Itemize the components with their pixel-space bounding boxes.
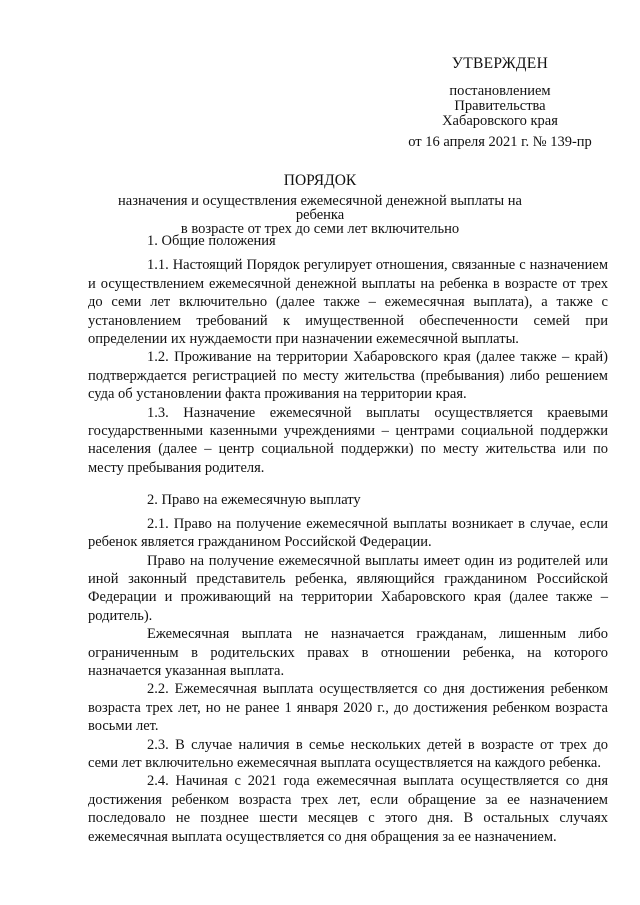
approval-line-2: Правительства <box>454 98 546 114</box>
paragraph-2-1: 2.1. Право на получение ежемесячной выплаты возникает в случае, если ребенок является гражданином Российской Федерации. <box>88 515 608 551</box>
paragraph-1-3: 1.3. Назначение ежемесячной выплаты осуществляется краевыми государственными казенными учреждениями – центрами социальной поддержки населения (далее – центр социальной поддержки) по месту жительства или по месту пребывания родителя. <box>88 404 608 476</box>
paragraph-2-1-exclusion: Ежемесячная выплата не назначается гражданам, лишенным либо ограниченным в родительских правах в отношении ребенка, на которого назначается указанная выплата. <box>88 626 608 679</box>
document-body <box>88 232 608 846</box>
approval-stamp <box>390 56 610 150</box>
section-heading-general: 1. Общие положения <box>147 233 276 249</box>
subtitle-line-1: назначения и осуществления ежемесячной денежной выплаты на ребенка <box>118 193 522 223</box>
document-title: ПОРЯДОК <box>283 172 357 189</box>
approval-title: УТВЕРЖДЕН <box>451 55 549 72</box>
paragraph-2-1-parents: Право на получение ежемесячной выплаты имеет один из родителей или иной законный представитель ребенка, являющийся гражданином Российской Федерации и проживающий на территории Хабаровского края (далее также – родитель). <box>88 552 608 624</box>
paragraph-2-2: 2.2. Ежемесячная выплата осуществляется со дня достижения ребенком возраста трех лет, но не ранее 1 января 2020 г., до достижения ребенком возраста восьми лет. <box>88 681 608 735</box>
approval-date: от 16 апреля 2021 г. № 139-пр <box>408 134 592 150</box>
paragraph-1-1: 1.1. Настоящий Порядок регулирует отношения, связанные с назначением и осуществлением ежемесячной денежной выплаты на ребенка в возрасте от трех до семи лет включительно (далее также – ежемесячная выплата), а также с установлением требований к имущественной обеспеченности семей при определении их нуждаемости при назначении ежемесячной выплаты. <box>88 257 608 348</box>
paragraph-2-4: 2.4. Начиная с 2021 года ежемесячная выплата осуществляется со дня достижения ребенком возраста трех лет, если обращение за ее назначением последовало не позднее шести месяцев с этого дня. В остальных случаях ежемесячная выплата осуществляется со дня обращения за ее назначением. <box>88 773 608 845</box>
subtitle-line-2: в возрасте от трех до семи лет включительно <box>180 221 460 237</box>
paragraph-2-3: 2.3. В случае наличия в семье нескольких детей в возрасте от трех до семи лет включительно ежемесячная выплата осуществляется на каждого ребенка. <box>88 736 608 771</box>
paragraph-1-2: 1.2. Проживание на территории Хабаровского края (далее также – край) подтверждается регистрацией по месту жительства (пребывания) либо решением суда об установлении факта проживания на территории края. <box>88 349 608 403</box>
document-subtitle <box>96 194 544 236</box>
section-heading-right-to-payment: 2. Право на ежемесячную выплату <box>147 492 361 509</box>
approval-line-1: постановлением <box>449 83 551 99</box>
approval-line-3: Хабаровского края <box>442 113 558 129</box>
